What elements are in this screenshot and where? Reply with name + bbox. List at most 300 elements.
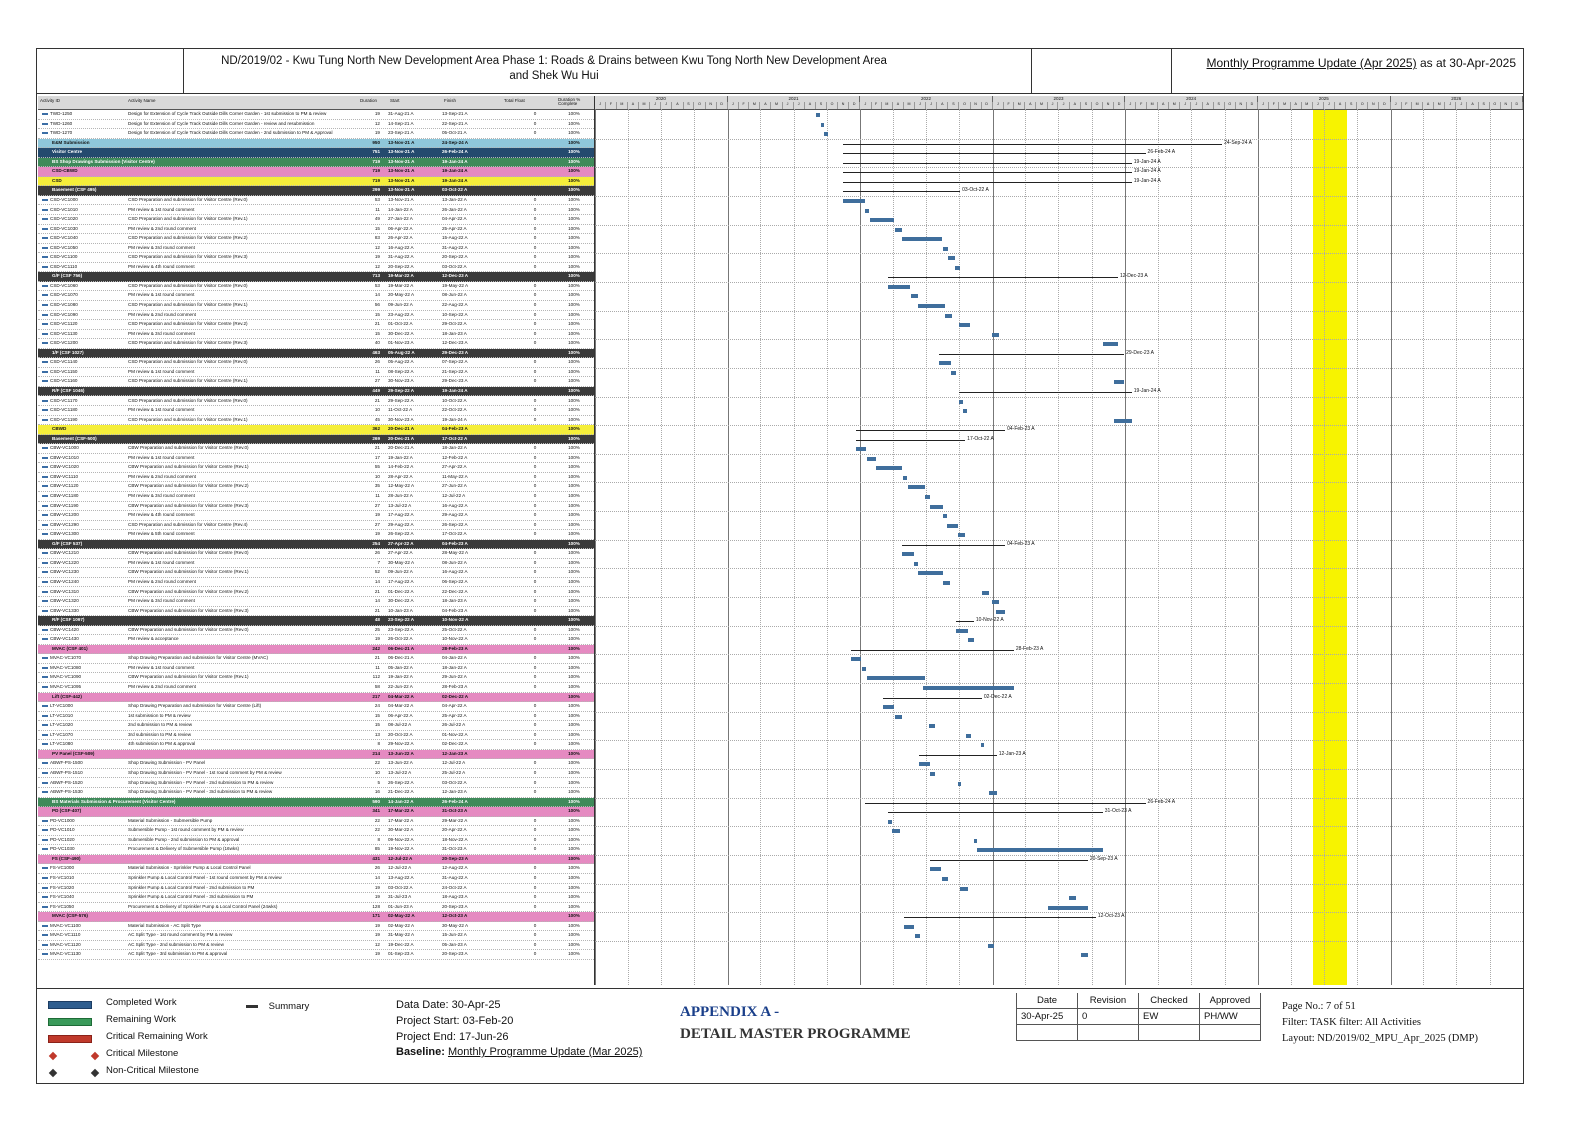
activity-row[interactable] — [38, 444, 594, 454]
activity-row[interactable] — [38, 120, 594, 130]
activity-row[interactable] — [38, 253, 594, 263]
gantt-summary-bar[interactable] — [843, 182, 1132, 183]
activity-row[interactable] — [38, 454, 594, 464]
activity-row[interactable] — [38, 702, 594, 712]
activity-row[interactable] — [38, 110, 594, 120]
activity-row[interactable] — [38, 950, 594, 960]
header-blank-cell-2 — [1032, 48, 1172, 94]
activity-row[interactable] — [38, 578, 594, 588]
gantt-activity-bar[interactable] — [958, 782, 961, 786]
gantt-row-separator — [595, 167, 1523, 168]
gantt-activity-bar[interactable] — [1048, 906, 1088, 910]
activity-finish: 17-Oct-22 A — [442, 435, 468, 441]
gantt-summary-label: 19-Jan-24 A — [1133, 177, 1161, 184]
activity-finish: 10-Oct-22 A — [442, 397, 467, 403]
activity-duration: 431 — [372, 855, 380, 861]
activity-row[interactable] — [38, 301, 594, 311]
gantt-summary-bar[interactable] — [851, 650, 1014, 651]
activity-bar-icon — [42, 782, 48, 784]
activity-finish: 18-Jan-22 A — [442, 445, 467, 451]
wbs-summary-row[interactable] — [38, 912, 594, 922]
activity-total-float: 0 — [533, 569, 537, 575]
activity-pct-complete: 100% — [568, 674, 580, 680]
activity-start: 09-Jun-22 A — [388, 302, 413, 307]
activity-duration: 45 — [374, 416, 380, 422]
activity-row[interactable] — [38, 817, 594, 827]
wbs-summary-row[interactable] — [38, 807, 594, 817]
wbs-summary-row[interactable] — [38, 855, 594, 865]
activity-row[interactable] — [38, 731, 594, 741]
gantt-activity-bar[interactable] — [982, 591, 990, 595]
rev-col-date: Date — [1017, 993, 1078, 1009]
activity-bar-icon — [42, 906, 48, 908]
gantt-activity-bar[interactable] — [888, 820, 892, 824]
gantt-activity-bar[interactable] — [943, 514, 947, 518]
activity-row[interactable] — [38, 339, 594, 349]
gantt-activity-bar[interactable] — [902, 552, 913, 556]
activity-pct-complete: 100% — [568, 884, 580, 890]
activity-start: 12-May-22 A — [388, 483, 415, 489]
gantt-summary-bar[interactable] — [883, 698, 982, 699]
activity-row[interactable] — [38, 416, 594, 426]
gantt-activity-bar[interactable] — [1114, 419, 1132, 423]
timeline-month: J — [1048, 102, 1059, 109]
gantt-activity-bar[interactable] — [867, 457, 876, 461]
timeline-month: A — [937, 102, 948, 109]
wbs-summary-row[interactable] — [38, 693, 594, 703]
gantt-activity-bar[interactable] — [930, 772, 934, 776]
activity-start: 13-Jun-22 A — [388, 760, 413, 766]
activity-row[interactable] — [38, 244, 594, 254]
activity-row[interactable] — [38, 492, 594, 502]
activity-row[interactable] — [38, 559, 594, 569]
gantt-activity-bar[interactable] — [968, 638, 973, 642]
wbs-summary-row[interactable] — [38, 272, 594, 282]
activity-start: 20-Dec-21 A — [388, 435, 415, 441]
activity-total-float: 0 — [533, 454, 537, 460]
activity-row[interactable] — [38, 721, 594, 731]
gantt-activity-bar[interactable] — [824, 132, 828, 136]
gantt-activity-bar[interactable] — [918, 571, 943, 575]
timeline-month: O — [1357, 102, 1368, 109]
activity-row[interactable] — [38, 903, 594, 913]
activity-row[interactable] — [38, 549, 594, 559]
gantt-activity-bar[interactable] — [955, 266, 960, 270]
activity-id: CBW-VC1330 — [50, 607, 79, 613]
gantt-activity-bar[interactable] — [867, 676, 925, 680]
gantt-activity-bar[interactable] — [930, 867, 941, 871]
gantt-activity-bar[interactable] — [943, 581, 950, 585]
activity-row[interactable] — [38, 129, 594, 139]
activity-row[interactable] — [38, 673, 594, 683]
activity-row[interactable] — [38, 874, 594, 884]
timeline-month: M — [1302, 102, 1313, 109]
gantt-activity-bar[interactable] — [956, 629, 968, 633]
activity-row[interactable] — [38, 597, 594, 607]
wbs-summary-row[interactable] — [38, 645, 594, 655]
gantt-activity-bar[interactable] — [981, 743, 984, 747]
activity-row[interactable] — [38, 234, 594, 244]
wbs-summary-row[interactable] — [38, 798, 594, 808]
activity-row[interactable] — [38, 377, 594, 387]
activity-id: CBW-VC1120 — [50, 483, 79, 489]
timeline-month: D — [849, 102, 860, 109]
timeline-month: N — [971, 102, 982, 109]
activity-id: MVAC-VC1110 — [50, 932, 81, 938]
activity-duration: 214 — [372, 750, 380, 756]
gantt-row-separator — [595, 253, 1523, 254]
activity-duration: 58 — [374, 684, 380, 689]
activity-duration: 15 — [374, 311, 380, 317]
gantt-activity-bar[interactable] — [914, 562, 917, 566]
activity-name: CBW Preparation and submission for Visitor Centre (Rev.3) — [128, 502, 249, 508]
gantt-summary-bar[interactable] — [959, 392, 1132, 393]
gantt-activity-bar[interactable] — [862, 667, 867, 671]
activity-row[interactable] — [38, 826, 594, 836]
activity-row[interactable] — [38, 530, 594, 540]
wbs-summary-row[interactable] — [38, 750, 594, 760]
activity-name: Shop Drawing Submission - PV Panel — [128, 760, 206, 766]
wbs-summary-row[interactable] — [38, 148, 594, 158]
gantt-activity-bar[interactable] — [948, 256, 955, 260]
activity-duration: 27 — [374, 502, 380, 508]
activity-row[interactable] — [38, 368, 594, 378]
wbs-summary-row[interactable] — [38, 387, 594, 397]
activity-finish: 04-Feb-23 A — [442, 540, 468, 546]
activity-bar-icon — [42, 610, 48, 612]
activity-name: CSD Preparation and submission for Visitor Centre (Rev.3) — [128, 340, 248, 346]
activity-bar-icon — [42, 571, 48, 573]
gantt-activity-bar[interactable] — [925, 495, 930, 499]
gantt-row-separator — [595, 397, 1523, 398]
gantt-activity-bar[interactable] — [918, 304, 945, 308]
gantt-activity-bar[interactable] — [903, 476, 908, 480]
activity-bar-icon — [42, 562, 48, 564]
activity-row[interactable] — [38, 588, 594, 598]
activity-row[interactable] — [38, 759, 594, 769]
activity-row[interactable] — [38, 463, 594, 473]
timeline-month: F — [1269, 102, 1279, 109]
gantt-activity-bar[interactable] — [915, 934, 920, 938]
activity-start: 13-Jul-22 A — [388, 769, 412, 775]
activity-row[interactable] — [38, 626, 594, 636]
activity-duration: 14 — [374, 578, 380, 584]
activity-id: FS-VC1000 — [50, 865, 75, 871]
gantt-activity-bar[interactable] — [939, 361, 951, 365]
gantt-summary-label: 20-Sep-23 A — [1089, 855, 1118, 862]
activity-pct-complete: 100% — [568, 368, 580, 374]
gantt-activity-bar[interactable] — [892, 829, 900, 833]
gantt-summary-bar[interactable] — [865, 803, 1146, 804]
wbs-summary-row[interactable] — [38, 435, 594, 445]
gantt-summary-bar[interactable] — [888, 812, 1103, 813]
activity-row[interactable] — [38, 330, 594, 340]
gantt-row-separator — [595, 568, 1523, 569]
gantt-activity-bar[interactable] — [989, 791, 997, 795]
timeline-month: A — [628, 102, 639, 109]
activity-row[interactable] — [38, 263, 594, 273]
baseline-value[interactable]: Monthly Programme Update (Mar 2025) — [447, 1046, 643, 1058]
activity-total-float: 0 — [533, 903, 537, 909]
activity-row[interactable] — [38, 712, 594, 722]
activity-row[interactable] — [38, 884, 594, 894]
gantt-activity-bar[interactable] — [883, 705, 894, 709]
activity-name: CSD Preparation and submission for Visitor Centre (Rev.2) — [128, 321, 248, 327]
activity-row[interactable] — [38, 607, 594, 617]
gantt-activity-bar[interactable] — [876, 466, 902, 470]
gantt-summary-bar[interactable] — [902, 545, 1005, 546]
gantt-activity-bar[interactable] — [929, 724, 936, 728]
gantt-activity-bar[interactable] — [966, 734, 970, 738]
activity-row[interactable] — [38, 836, 594, 846]
activity-row[interactable] — [38, 358, 594, 368]
gantt-summary-bar[interactable] — [843, 163, 1132, 164]
gantt-activity-bar[interactable] — [1114, 380, 1125, 384]
activity-row[interactable] — [38, 482, 594, 492]
activity-row[interactable] — [38, 769, 594, 779]
activity-start: 23-Aug-22 A — [388, 311, 414, 317]
gantt-activity-bar[interactable] — [816, 113, 821, 117]
col-duration[interactable]: Duration — [360, 98, 378, 103]
activity-row[interactable] — [38, 511, 594, 521]
timeline-month: F — [606, 102, 617, 109]
activity-duration: 21 — [374, 397, 380, 403]
gantt-summary-bar[interactable] — [939, 354, 1124, 355]
gantt-activity-bar[interactable] — [851, 657, 862, 661]
activity-row[interactable] — [38, 941, 594, 951]
col-activity-name[interactable]: Activity Name — [128, 98, 156, 103]
gantt-activity-bar[interactable] — [943, 247, 948, 251]
col-finish[interactable]: Finish — [444, 98, 457, 103]
gantt-activity-bar[interactable] — [960, 887, 968, 891]
gantt-activity-bar[interactable] — [904, 925, 914, 929]
col-total-float[interactable]: Total Float — [504, 98, 525, 103]
gantt-activity-bar[interactable] — [945, 314, 952, 318]
activity-row[interactable] — [38, 282, 594, 292]
activity-pct-complete: 100% — [568, 769, 580, 775]
activity-row[interactable] — [38, 473, 594, 483]
gantt-summary-bar[interactable] — [956, 621, 973, 622]
activity-total-float: 0 — [533, 722, 537, 728]
gantt-activity-bar[interactable] — [959, 323, 969, 327]
gantt-summary-bar[interactable] — [856, 430, 1005, 431]
gantt-activity-bar[interactable] — [963, 409, 967, 413]
activity-finish: 31-Oct-23 A — [442, 846, 467, 852]
activity-name: CSD-CBWD — [52, 168, 78, 174]
timeline-year: 2025 — [1258, 96, 1390, 102]
gantt-activity-bar[interactable] — [1081, 953, 1088, 957]
activity-row[interactable] — [38, 893, 594, 903]
gantt-summary-bar[interactable] — [904, 917, 1096, 918]
activity-row[interactable] — [38, 864, 594, 874]
activity-duration: 10 — [374, 473, 380, 479]
activity-row[interactable] — [38, 654, 594, 664]
gantt-activity-bar[interactable] — [942, 877, 949, 881]
gantt-activity-bar[interactable] — [911, 294, 918, 298]
activity-start: 13-Nov-21 A — [388, 187, 415, 193]
gantt-summary-bar[interactable] — [856, 440, 965, 441]
activity-name: G/F (CSF 756) — [52, 273, 83, 279]
gantt-activity-bar[interactable] — [930, 505, 942, 509]
activity-row[interactable] — [38, 521, 594, 531]
gantt-activity-bar[interactable] — [951, 371, 956, 375]
activity-row[interactable] — [38, 845, 594, 855]
gantt-activity-bar[interactable] — [908, 485, 925, 489]
gantt-summary-bar[interactable] — [843, 191, 961, 192]
activity-total-float: 0 — [533, 502, 537, 508]
activity-row[interactable] — [38, 931, 594, 941]
activity-row[interactable] — [38, 196, 594, 206]
activity-row[interactable] — [38, 740, 594, 750]
gantt-row-separator — [595, 826, 1523, 827]
gantt-row-separator — [595, 740, 1523, 741]
activity-row[interactable] — [38, 568, 594, 578]
activity-name: Design for Extension of Cycle Track Outside Dills Corner Garden - review and resubmission — [128, 120, 315, 126]
activity-finish: 12-Aug-22 A — [442, 865, 468, 871]
activity-pct-complete: 100% — [568, 359, 580, 365]
wbs-summary-row[interactable] — [38, 139, 594, 149]
activity-row[interactable] — [38, 311, 594, 321]
quarter-gridline — [760, 109, 761, 985]
activity-start: 13-Jul-22 A — [388, 502, 412, 508]
activity-name: CSD Preparation and submission for Visitor Centre (Rev.3) — [128, 254, 248, 260]
activity-row[interactable] — [38, 406, 594, 416]
gantt-summary-bar[interactable] — [843, 153, 1146, 154]
activity-id: MVAC-VC1095 — [50, 684, 82, 689]
activity-row[interactable] — [38, 291, 594, 301]
wbs-summary-row[interactable] — [38, 616, 594, 626]
wbs-summary-row[interactable] — [38, 186, 594, 196]
gantt-activity-bar[interactable] — [923, 686, 1014, 690]
wbs-summary-row[interactable] — [38, 540, 594, 550]
activity-name: PM review & 3rd round comment — [128, 244, 195, 250]
col-pct-complete[interactable]: Duration % Complete — [558, 97, 581, 106]
wbs-summary-row[interactable] — [38, 158, 594, 168]
gantt-summary-label: 19-Jan-24 A — [1133, 158, 1161, 165]
gantt-activity-bar[interactable] — [888, 285, 910, 289]
gantt-activity-bar[interactable] — [988, 944, 994, 948]
gantt-activity-bar[interactable] — [974, 839, 977, 843]
gantt-summary-label: 03-Oct-22 A — [962, 187, 989, 194]
gantt-activity-bar[interactable] — [856, 447, 867, 451]
activity-name: Submersible Pump - 1st round comment by PM & review — [128, 827, 244, 833]
gantt-activity-bar[interactable] — [895, 228, 902, 232]
update-link[interactable]: Monthly Programme Update (Apr 2025) — [1206, 56, 1417, 70]
timeline-month: D — [1379, 102, 1390, 109]
activity-name: CSD Preparation and submission for Visitor Centre (Rev.0) — [128, 397, 248, 403]
gantt-activity-bar[interactable] — [821, 123, 824, 127]
activity-pct-complete: 100% — [568, 483, 580, 489]
gantt-summary-label: 31-Oct-23 A — [1104, 808, 1132, 815]
activity-row[interactable] — [38, 206, 594, 216]
activity-pct-complete: 100% — [568, 454, 580, 460]
activity-total-float: 0 — [533, 216, 537, 222]
activity-finish: 29-Oct-22 A — [442, 321, 467, 327]
activity-start: 13-Nov-21 A — [388, 168, 415, 174]
wbs-summary-row[interactable] — [38, 349, 594, 359]
activity-row[interactable] — [38, 683, 594, 693]
activity-duration: 53 — [374, 196, 380, 202]
gantt-activity-bar[interactable] — [977, 848, 1103, 852]
activity-row[interactable] — [38, 779, 594, 789]
activity-total-float: 0 — [533, 225, 537, 231]
activity-finish: 12-Dec-23 A — [442, 340, 468, 346]
activity-pct-complete: 100% — [568, 187, 580, 193]
activity-duration: 112 — [372, 674, 380, 680]
activity-id: CBW-VC1320 — [50, 598, 79, 604]
gantt-summary-bar[interactable] — [919, 755, 996, 756]
col-activity-id[interactable]: Activity ID — [40, 98, 61, 103]
gantt-activity-bar[interactable] — [947, 524, 957, 528]
activity-name: Material Submission - AC Split Type — [128, 922, 201, 928]
timeline-month: A — [805, 102, 816, 109]
timeline-month: D — [1247, 102, 1258, 109]
gantt-activity-bar[interactable] — [1069, 896, 1076, 900]
wbs-summary-row[interactable] — [38, 167, 594, 177]
activity-name: PM review & 2nd round comment — [128, 578, 196, 584]
gantt-activity-bar[interactable] — [996, 610, 1005, 614]
activity-bar-icon — [42, 944, 48, 946]
activity-row[interactable] — [38, 320, 594, 330]
gantt-activity-bar[interactable] — [919, 762, 930, 766]
gantt-activity-bar[interactable] — [958, 533, 966, 537]
activity-finish: 22-Sep-21 A — [442, 120, 468, 126]
gantt-summary-bar[interactable] — [930, 860, 1088, 861]
activity-start: 30-Dec-22 A — [388, 330, 414, 336]
gantt-summary-bar[interactable] — [843, 172, 1132, 173]
activity-finish: 11-May-22 A — [442, 473, 468, 479]
wbs-summary-row[interactable] — [38, 425, 594, 435]
activity-name: CSD Preparation and submission for Visitor Centre (Rev.1) — [128, 216, 248, 222]
activity-row[interactable] — [38, 635, 594, 645]
activity-row[interactable] — [38, 225, 594, 235]
wbs-summary-row[interactable] — [38, 177, 594, 187]
gantt-activity-bar[interactable] — [992, 600, 999, 604]
activity-finish: 28-May-22 A — [442, 550, 469, 556]
gantt-activity-bar[interactable] — [902, 237, 942, 241]
activity-start: 13-Nov-21 A — [388, 158, 415, 164]
activity-finish: 13-Jan-22 A — [442, 196, 467, 202]
gantt-summary-bar[interactable] — [888, 277, 1118, 278]
activity-duration: 19 — [374, 951, 380, 957]
gantt-summary-label: 29-Dec-23 A — [1126, 349, 1154, 356]
activity-row[interactable] — [38, 397, 594, 407]
activity-row[interactable] — [38, 215, 594, 225]
activity-row[interactable] — [38, 922, 594, 932]
rev-col-approved: Approved — [1200, 993, 1261, 1009]
rev-blank-4 — [1200, 1025, 1261, 1041]
gantt-activity-bar[interactable] — [992, 333, 999, 337]
gantt-activity-bar[interactable] — [959, 400, 963, 404]
gantt-activity-bar[interactable] — [895, 715, 902, 719]
gantt-activity-bar[interactable] — [865, 209, 869, 213]
activity-duration: 26 — [374, 550, 380, 556]
activity-start: 19-Mar-22 A — [388, 282, 414, 288]
col-start[interactable]: Start — [390, 98, 400, 103]
gantt-activity-bar[interactable] — [843, 199, 865, 203]
year-gridline — [993, 109, 994, 985]
gantt-activity-bar[interactable] — [1103, 342, 1118, 346]
activity-pct-complete: 100% — [568, 149, 580, 155]
gantt-summary-bar[interactable] — [843, 144, 1223, 145]
activity-row[interactable] — [38, 502, 594, 512]
activity-duration: 15 — [374, 722, 380, 728]
gantt-activity-bar[interactable] — [870, 218, 894, 222]
activity-row[interactable] — [38, 664, 594, 674]
activity-finish: 20-Sep-23 A — [442, 855, 469, 861]
activity-row[interactable] — [38, 788, 594, 798]
project-title-line1: ND/2019/02 - Kwu Tung North New Development Area Phase 1: Roads & Drains between Kwu Tong North New Development Area — [221, 55, 887, 67]
